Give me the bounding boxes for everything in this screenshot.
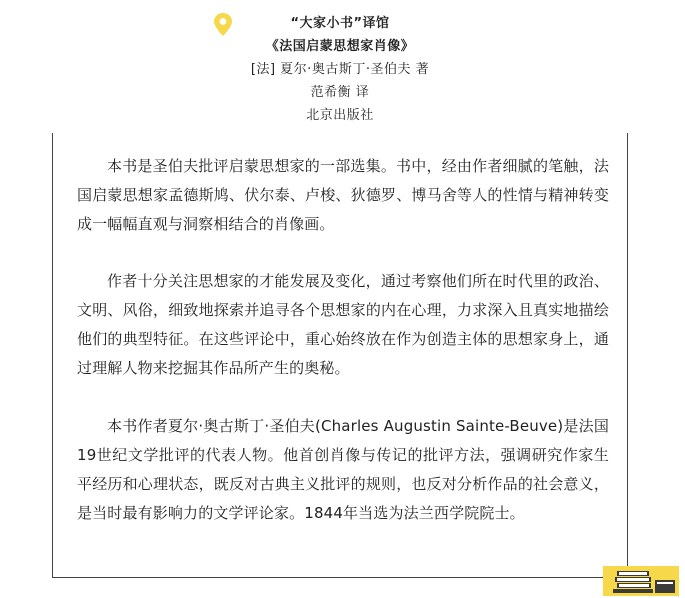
books-icon	[603, 566, 679, 596]
publisher-line: 北京出版社	[306, 108, 374, 123]
series-name: “大家小书”译馆	[290, 16, 390, 31]
description-paragraph-1: 本书是圣伯夫批评启蒙思想家的一部选集。书中，经由作者细腻的笔触，法国启蒙思想家孟德斯鸠、伏尔泰、卢梭、狄德罗、博马舍等人的性情与精神转变成一幅幅直观与洞察相结合的肖像画。	[77, 157, 609, 233]
book-description-box	[52, 133, 628, 578]
author-line: [法] 夏尔·奥古斯丁·圣伯夫 著	[250, 62, 430, 77]
book-info-header	[160, 12, 520, 127]
description-paragraph-3: 本书作者夏尔·奥古斯丁·圣伯夫(Charles Augustin Sainte-Beuve)是法国19世纪文学批评的代表人物。他首创肖像与传记的批评方法，强调研究作家生平经历和心理状态，既反对古典主义批评的规则，也反对分析作品的社会意义，是当时最有影响力的文学评论家。1844年当选为法兰西学院院士。	[77, 417, 609, 522]
book-title: 《法国启蒙思想家肖像》	[265, 39, 415, 54]
translator-line: 范希衡 译	[310, 85, 370, 100]
description-paragraph-2: 作者十分关注思想家的才能发展及变化，通过考察他们所在时代里的政治、文明、风俗，细致地探索并追寻各个思想家的内在心理，力求深入且真实地描绘他们的典型特征。在这些评论中，重心始终放在作为创造主体的思想家身上，通过理解人物来挖掘其作品所产生的奥秘。	[77, 272, 609, 377]
